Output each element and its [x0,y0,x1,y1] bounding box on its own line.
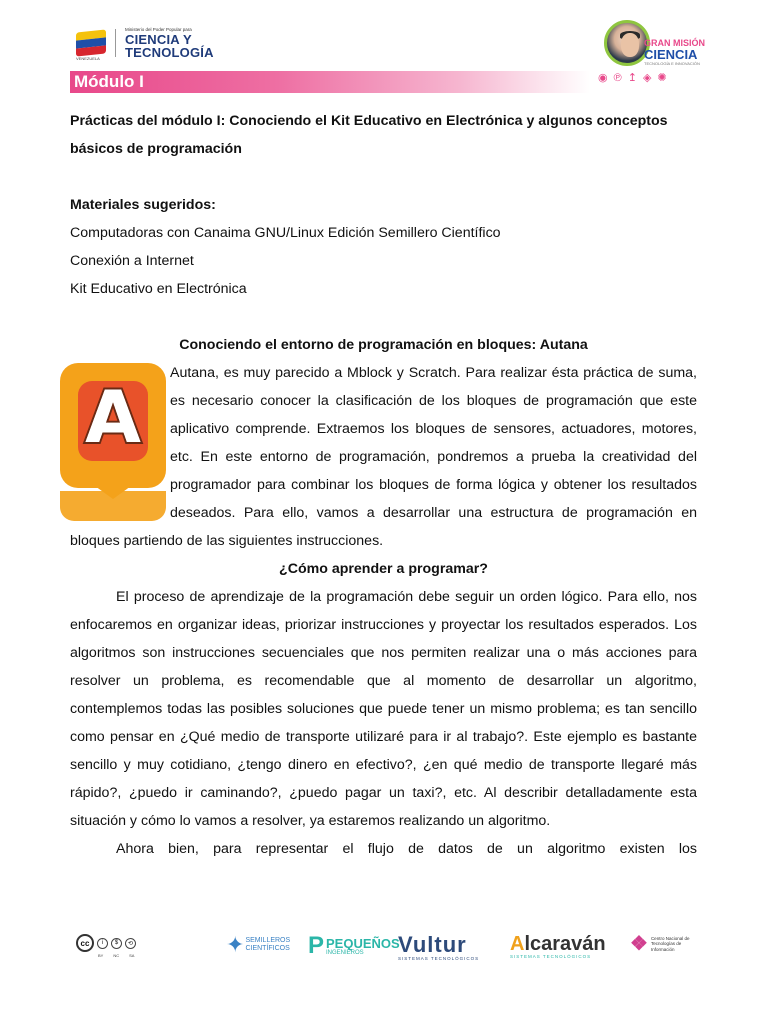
alcaravan-name [510,934,606,954]
cc-icon: cc [76,934,94,952]
semilleros-line2: CIENTÍFICOS [245,945,290,952]
ministry-name-line2: TECNOLOGÍA [125,44,214,60]
document-body [70,107,697,863]
pequenos-line2: INGENIEROS [326,949,364,956]
semilleros-logo [226,934,290,956]
gm-icon-row [598,73,667,84]
star-icon: ✦ [226,932,245,957]
cntii-line1: Centro Nacional de [650,935,690,941]
by-icon: i [97,938,108,949]
autana-paragraph: Autana, es muy parecido a Mblock y Scratch. Para realizar ésta práctica de suma, es necesario conocer la clasificación de los bloques de programación que este aplicativo comprende. Extraemos los bloques de sensores, actuadores, motores, etc. En este entorno de programación, pondremos a prueba la creatividad del programador para combinar los bloques de forma lógica y obtener los resultados deseados. Para ello, vamos a desarrollar una estructura de programación en bloques partiendo de las siguientes instrucciones. [70,365,697,549]
material-item-kit: Kit Educativo en Electrónica [70,281,247,297]
cntii-logo [630,934,689,954]
module-label: Módulo I [74,72,144,91]
vultur-tagline: SISTEMAS TECNOLÓGICOS [398,956,480,961]
p-icon: ℗ [613,72,622,84]
autana-paragraph-block [70,359,697,555]
page-header [0,0,768,100]
cntii-mark-icon: ❖ [630,933,648,955]
vultur-logo [398,934,479,961]
venezuela-flag-icon [76,31,106,62]
cc-labels [98,953,134,958]
bulb-icon: ✺ [657,72,667,84]
cntii-line3: Información [650,946,675,952]
gm-line3: TECNOLOGÍA E INNOVACIÓN [644,61,700,66]
pequenos-ingenieros-logo [308,934,400,958]
cc-label-by: BY [98,953,104,958]
cc-label-nc: NC [113,953,120,958]
section-heading-autana: Conociendo el entorno de programación en bloques: Autana [179,337,588,353]
page-footer [70,928,698,968]
gm-line2: CIENCIA [644,47,698,62]
alcaravan-logo [510,934,606,959]
autana-letter: A [85,375,141,459]
ministry-small-text: Ministerio del Poder Popular para [125,27,192,32]
gm-line1: GRAN MISIÓN [644,38,706,48]
vultur-name: Vultur [398,932,467,957]
sa-icon: ⟲ [125,938,136,949]
thermometer-icon: ↥ [627,72,637,84]
nc-icon: $ [111,938,122,949]
material-item-computers: Computadoras con Canaima GNU/Linux Edición Semillero Científico [70,225,501,241]
autana-app-icon [60,363,166,523]
logo-divider [115,29,116,57]
cc-label-sa: SA [129,953,135,958]
semilleros-line1: SEMILLEROS [245,937,291,944]
p-logo-icon: P [308,932,325,959]
pequenos-line1: PEQUEÑOS [326,935,400,951]
ministry-logo [76,27,214,62]
section-heading-programming: ¿Cómo aprender a programar? [279,561,488,577]
module-banner [70,71,590,93]
sound-icon: ◉ [598,72,608,84]
materials-heading: Materiales sugeridos: [70,197,216,213]
material-item-internet: Conexión a Internet [70,253,194,269]
alcaravan-rest: lcaraván [524,933,606,955]
gran-mision-logo [604,18,706,70]
alcaravan-tagline: SISTEMAS TECNOLÓGICOS [510,954,592,959]
alcaravan-initial: A [510,933,525,955]
programming-paragraph-2: Ahora bien, para representar el flujo de datos de un algoritmo existen los [116,841,697,857]
creative-commons-badge [76,934,136,952]
ministry-name-line1: CIENCIA Y [125,31,192,47]
practice-title: Prácticas del módulo I: Conociendo el Kit Educativo en Electrónica y algunos conceptos básicos de programación [70,113,668,157]
flag-label: VENEZUELA [76,56,100,62]
programming-paragraph-1: El proceso de aprendizaje de la programación debe seguir un orden lógico. Para ello, nos enfocaremos en organizar ideas, priorizar instrucciones y proyectar los resultados esperados. Los algoritmos son instrucciones secuenciales que nos permiten realizar una o más acciones para resolver un problema, es recomendable que al momento de desarrollar un algoritmo, contemplemos todas las posibles soluciones que puede tener un mismo problema; es tan sencillo como pensar en ¿Qué medio de transporte utilizaré para ir al trabajo?. Este ejemplo es bastante sencillo y muy cotidiano, ¿tengo dinero en efectivo?, ¿en qué medio de transporte llegaré más rápido?, ¿puedo ir caminando?, ¿puedo pagar un taxi?, etc. Al describir detalladamente esta situación y cómo lo vamos a resolver, ya estaremos realizando un algoritmo. [70,589,697,829]
cntii-line2: Tecnologías de [650,941,682,947]
speaker-icon: ◈ [642,72,652,84]
